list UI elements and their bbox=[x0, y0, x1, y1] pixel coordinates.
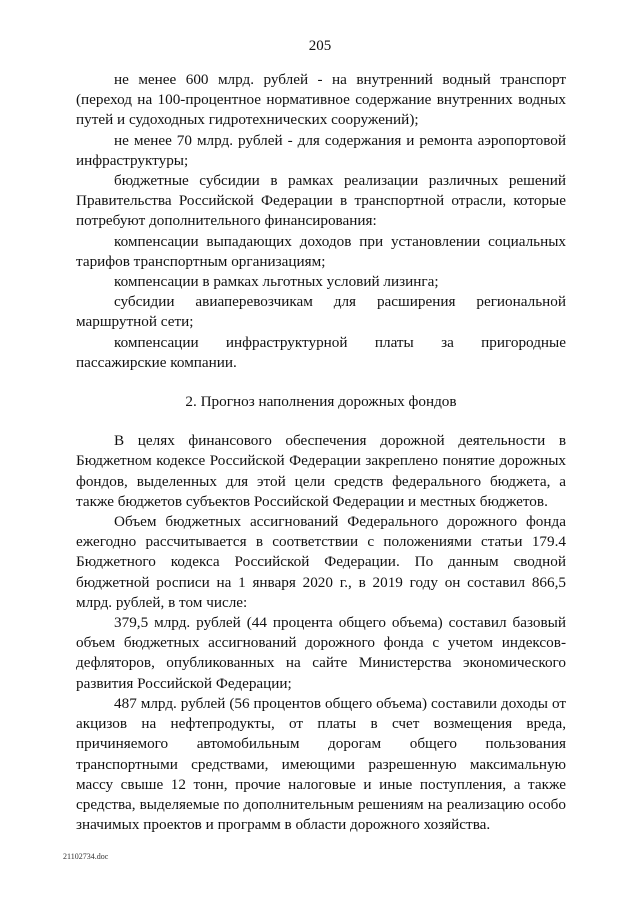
paragraph: Объем бюджетных ассигнований Федерального дорожного фонда ежегодно рассчитывается в соответствии с положениями статьи 179.4 Бюджетного кодекса Российской Федерации. По данным сводной бюджетной росписи на 1 января 2020 г., в 2019 году он составил 866,5 млрд. рублей, в том числе: bbox=[76, 513, 566, 611]
paragraph: компенсации выпадающих доходов при установлении социальных тарифов транспортным организациям; bbox=[76, 232, 566, 270]
paragraph: 487 млрд. рублей (56 процентов общего объема) составили доходы от акцизов на нефтепродукты, от платы в счет возмещения вреда, причиняемого автомобильным дорогам общего пользования транспортными средствами, имеющими разрешенную максимальную массу свыше 12 тонн, прочие налоговые и иные поступления, а также средства, выделяемые по дополнительным решениям на реализацию особо значимых проектов и программ в области дорожного хозяйства. bbox=[76, 694, 566, 834]
paragraph: компенсации инфраструктурной платы за пригородные пассажирские компании. bbox=[76, 333, 566, 371]
page-number: 205 bbox=[308, 38, 332, 54]
paragraph: В целях финансового обеспечения дорожной деятельности в Бюджетном кодексе Российской Федерации закреплено понятие дорожных фондов, выделенных для этой цели средств федерального бюджета, а также бюджетов субъектов Российской Федерации и местных бюджетов. bbox=[76, 432, 566, 510]
file-name-footer: 21102734.doc bbox=[63, 852, 109, 861]
paragraph: субсидии авиаперевозчикам для расширения региональной маршрутной сети; bbox=[76, 293, 566, 331]
section-heading: 2. Прогноз наполнения дорожных фондов bbox=[185, 393, 457, 411]
paragraph: бюджетные субсидии в рамках реализации различных решений Правительства Российской Федерации в транспортной отрасли, которые потребуют дополнительного финансирования: bbox=[76, 172, 566, 230]
paragraph: 379,5 млрд. рублей (44 процента общего объема) составил базовый объем бюджетных ассигнований дорожного фонда с учетом индексов-дефляторов, опубликованных на сайте Министерства экономического развития Российской Федерации; bbox=[76, 614, 566, 692]
paragraph: не менее 600 млрд. рублей - на внутренний водный транспорт (переход на 100-процентное нормативное содержание внутренних водных путей и судоходных гидротехнических сооружений); bbox=[76, 71, 566, 129]
document-body bbox=[76, 70, 566, 835]
paragraph: не менее 70 млрд. рублей - для содержания и ремонта аэропортовой инфраструктуры; bbox=[76, 131, 566, 169]
paragraph: компенсации в рамках льготных условий лизинга; bbox=[114, 273, 439, 291]
